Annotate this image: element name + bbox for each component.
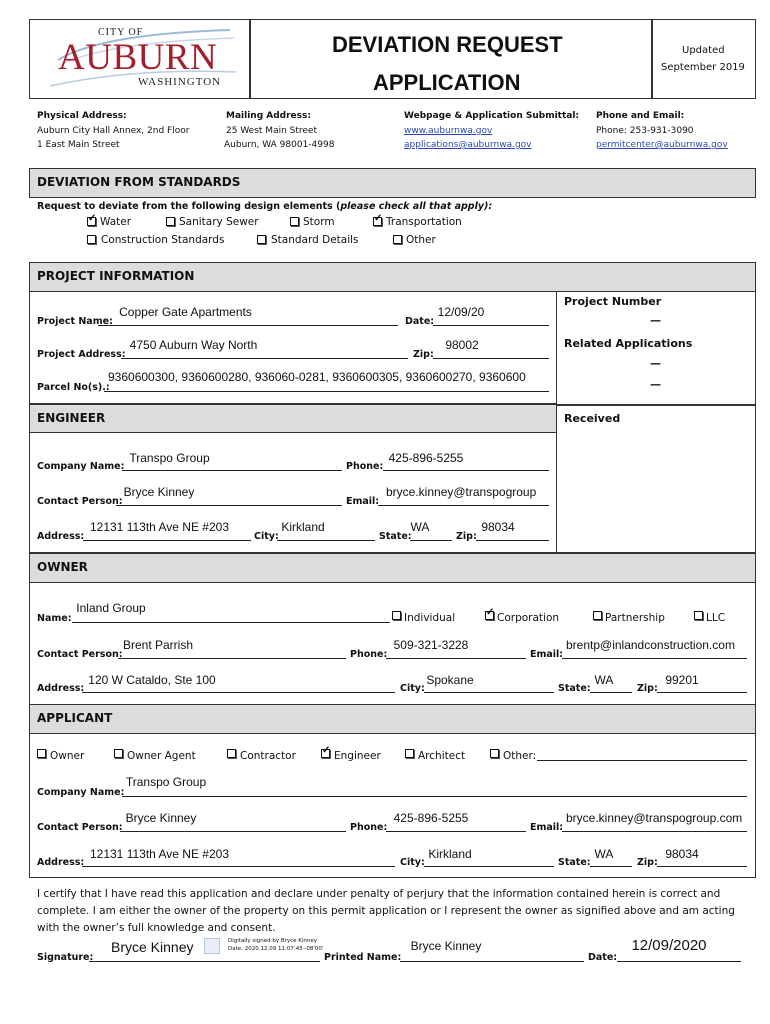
owner-heading: OWNER	[37, 560, 88, 574]
zip-label: Zip:	[413, 349, 434, 360]
transportation-option: Transportation	[386, 216, 462, 228]
applicant-contact-label: Contact Person:	[37, 822, 123, 833]
engineer-email-line	[378, 505, 549, 506]
signature-date-value[interactable]: 12/09/2020	[631, 937, 707, 954]
owner-phone-value[interactable]: 509-321-3228	[393, 638, 469, 652]
updated-label: Updated	[682, 45, 725, 56]
digital-line-1: Digitally signed by Bryce Kinney	[228, 938, 318, 944]
owner-email-line	[562, 658, 747, 659]
engineer-zip-line	[476, 540, 549, 541]
engineer-state-line	[410, 540, 452, 541]
engineer-type-option: Engineer	[334, 750, 381, 762]
applicant-heading: APPLICANT	[37, 711, 113, 725]
owner-agent-checkbox[interactable]	[114, 749, 123, 758]
project-heading: PROJECT INFORMATION	[37, 269, 195, 283]
deviation-heading: DEVIATION FROM STANDARDS	[37, 175, 241, 189]
applicant-city-value[interactable]: Kirkland	[428, 847, 472, 861]
parcel-line	[104, 391, 549, 392]
mailing-line1: 25 West Main Street	[226, 126, 317, 136]
applicant-address-value[interactable]: 12131 113th Ave NE #203	[89, 847, 229, 861]
engineer-company-value[interactable]: Transpo Group	[129, 451, 210, 465]
project-heading-bar	[29, 262, 756, 292]
owner-type-option: Owner	[50, 750, 85, 762]
engineer-email-label: Email:	[346, 496, 380, 507]
project-name-value[interactable]: Copper Gate Apartments	[119, 305, 252, 319]
partnership-checkbox[interactable]	[593, 611, 602, 620]
storm-option: Storm	[303, 216, 335, 228]
phone-email-label: Phone and Email:	[596, 111, 685, 121]
engineer-city-label: City:	[254, 531, 279, 542]
digital-line-2: Date: 2020.12.09 11:07:45 -08'00'	[228, 946, 324, 952]
received-label: Received	[564, 412, 621, 425]
applicant-company-label: Company Name:	[37, 787, 125, 798]
updated-date: September 2019	[661, 62, 745, 73]
owner-address-line	[82, 692, 395, 693]
side-divider	[556, 404, 756, 406]
owner-name-label: Name:	[37, 613, 72, 624]
standard-details-option: Standard Details	[271, 234, 359, 246]
owner-city-label: City:	[400, 683, 425, 694]
date-label: Date:	[405, 316, 435, 327]
digital-signature-icon	[204, 938, 220, 954]
individual-option: Individual	[404, 612, 456, 624]
header-divider	[249, 19, 251, 99]
owner-contact-label: Contact Person:	[37, 649, 123, 660]
engineer-city-value[interactable]: Kirkland	[281, 520, 325, 534]
signature-line	[89, 961, 320, 962]
logo-auburn: AUBURN	[58, 37, 218, 78]
engineer-phone-label: Phone:	[346, 461, 384, 472]
owner-contact-value[interactable]: Brent Parrish	[122, 638, 194, 652]
owner-agent-option: Owner Agent	[127, 750, 196, 762]
logo-city-of: CITY OF	[98, 27, 144, 38]
corporation-checkbox[interactable]	[485, 611, 494, 620]
project-address-value[interactable]: 4750 Auburn Way North	[129, 338, 258, 352]
applicant-email-line	[562, 831, 747, 832]
parcel-value[interactable]: 9360600300, 9360600280, 936060-0281, 9360600305, 9360600270, 9360600	[108, 370, 526, 384]
contractor-option: Contractor	[240, 750, 296, 762]
signature-value[interactable]: Bryce Kinney	[111, 939, 194, 955]
signature-label: Signature:	[37, 952, 94, 963]
engineer-zip-value[interactable]: 98034	[481, 520, 515, 534]
engineer-contact-line	[116, 505, 342, 506]
owner-address-value[interactable]: 120 W Cataldo, Ste 100	[88, 673, 216, 687]
other-type-line	[537, 760, 747, 761]
owner-email-label: Email:	[530, 649, 564, 660]
printed-name-line	[400, 961, 584, 962]
applicant-phone-value[interactable]: 425-896-5255	[393, 811, 469, 825]
applicant-company-value[interactable]: Transpo Group	[125, 775, 207, 789]
water-checkbox[interactable]	[87, 217, 96, 226]
project-name-label: Project Name:	[37, 316, 113, 327]
project-address-label: Project Address:	[37, 349, 126, 360]
engineer-city-line	[277, 540, 375, 541]
llc-option: LLC	[706, 612, 726, 624]
applicant-state-value[interactable]: WA	[594, 847, 614, 861]
applicant-contact-value[interactable]: Bryce Kinney	[125, 811, 197, 825]
sanitary-sewer-option: Sanitary Sewer	[179, 216, 259, 228]
physical-label: Physical Address:	[37, 111, 127, 121]
applicant-zip-line	[657, 866, 747, 867]
other-checkbox[interactable]	[393, 235, 402, 244]
applications-email-link[interactable]: applications@auburnwa.gov	[404, 140, 532, 150]
engineer-company-label: Company Name:	[37, 461, 125, 472]
zip-line	[433, 358, 549, 359]
deviation-heading-bar	[29, 168, 756, 198]
physical-line1: Auburn City Hall Annex, 2nd Floor	[37, 126, 190, 136]
owner-city-line	[424, 692, 554, 693]
engineer-zip-label: Zip:	[456, 531, 477, 542]
engineer-email-value[interactable]: bryce.kinney@transpogroup	[386, 485, 537, 499]
related-dash-2: —	[650, 378, 661, 391]
project-number-label: Project Number	[564, 295, 662, 308]
partnership-option: Partnership	[605, 612, 665, 624]
owner-type-checkbox[interactable]	[37, 749, 46, 758]
owner-contact-line	[118, 658, 346, 659]
owner-email-value[interactable]: brentp@inlandconstruction.com	[566, 638, 735, 652]
individual-checkbox[interactable]	[392, 611, 401, 620]
applicant-zip-value[interactable]: 98034	[665, 847, 699, 861]
printed-name-label: Printed Name:	[324, 952, 402, 963]
mailing-line2: Auburn, WA 98001-4998	[224, 140, 335, 150]
owner-name-value[interactable]: Inland Group	[76, 601, 146, 615]
deviation-prompt: Request to deviate from the following design elements (please check all that apply):	[37, 201, 493, 212]
owner-state-label: State:	[558, 683, 591, 694]
owner-zip-line	[657, 692, 747, 693]
applicant-company-line	[122, 796, 747, 797]
other-type-option: Other:	[503, 750, 537, 762]
engineer-heading: ENGINEER	[37, 411, 106, 425]
applicant-city-line	[424, 866, 554, 867]
applicant-state-line	[590, 866, 632, 867]
engineer-heading-bar	[29, 404, 557, 433]
signature-date-label: Date:	[588, 952, 618, 963]
project-name-line	[98, 325, 398, 326]
related-dash-1: —	[650, 357, 661, 370]
construction-standards-checkbox[interactable]	[87, 235, 96, 244]
engineer-state-label: State:	[379, 531, 412, 542]
city-logo	[40, 24, 240, 94]
water-option: Water	[100, 216, 132, 228]
engineer-contact-value[interactable]: Bryce Kinney	[123, 485, 195, 499]
phone-value: Phone: 253-931-3090	[596, 126, 694, 136]
engineer-type-checkbox[interactable]	[321, 749, 330, 758]
standard-details-checkbox[interactable]	[257, 235, 266, 244]
date-line	[433, 325, 549, 326]
parcel-label: Parcel No(s).:	[37, 382, 110, 393]
owner-zip-label: Zip:	[637, 683, 658, 694]
owner-zip-value[interactable]: 99201	[665, 673, 699, 687]
zip-value[interactable]: 98002	[445, 338, 479, 352]
header-divider-right	[651, 19, 653, 99]
owner-heading-bar	[29, 553, 756, 583]
title-line2: APPLICATION	[373, 70, 521, 95]
date-value[interactable]: 12/09/20	[437, 305, 485, 319]
permitcenter-email-link[interactable]: permitcenter@auburnwa.gov	[596, 140, 728, 150]
construction-standards-option: Construction Standards	[101, 234, 225, 246]
owner-state-line	[590, 692, 632, 693]
printed-name-value[interactable]: Bryce Kinney	[410, 939, 482, 953]
other-option: Other	[406, 234, 436, 246]
engineer-state-value[interactable]: WA	[410, 520, 430, 534]
owner-state-value[interactable]: WA	[594, 673, 614, 687]
applicant-phone-label: Phone:	[350, 822, 388, 833]
engineer-address-label: Address:	[37, 531, 85, 542]
certify-text: I certify that I have read this application and declare under penalty of perjury that the information contained herein is correct and complete. I am either the owner of the property on this permit application or I represent the owner as signified above and am acting with the owner’s full knowledge and consent.	[37, 888, 735, 934]
physical-line2: 1 East Main Street	[37, 140, 120, 150]
corporation-option: Corporation	[497, 612, 560, 624]
applicant-email-value[interactable]: bryce.kinney@transpogroup.com	[566, 811, 743, 825]
applicant-heading-bar	[29, 704, 756, 734]
applicant-address-label: Address:	[37, 857, 85, 868]
project-number-dash: —	[650, 314, 661, 327]
engineer-phone-value[interactable]: 425-896-5255	[388, 451, 464, 465]
applicant-city-label: City:	[400, 857, 425, 868]
storm-checkbox[interactable]	[290, 217, 299, 226]
applicant-email-label: Email:	[530, 822, 564, 833]
signature-date-line	[617, 961, 741, 962]
related-applications-label: Related Applications	[564, 337, 693, 350]
owner-address-label: Address:	[37, 683, 85, 694]
applicant-contact-line	[120, 831, 346, 832]
engineer-phone-line	[383, 470, 549, 471]
llc-checkbox[interactable]	[694, 611, 703, 620]
applicant-state-label: State:	[558, 857, 591, 868]
owner-city-value[interactable]: Spokane	[426, 673, 474, 687]
logo-washington: WASHINGTON	[138, 76, 222, 88]
owner-phone-line	[386, 658, 526, 659]
owner-phone-label: Phone:	[350, 649, 388, 660]
transportation-checkbox[interactable]	[373, 217, 382, 226]
web-label: Webpage & Application Submittal:	[404, 111, 580, 121]
engineer-contact-label: Contact Person:	[37, 496, 123, 507]
architect-option: Architect	[418, 750, 466, 762]
engineer-address-line	[83, 540, 251, 541]
title-line1: DEVIATION REQUEST	[332, 32, 563, 57]
applicant-phone-line	[386, 831, 526, 832]
project-address-line	[121, 358, 408, 359]
engineer-company-line	[122, 470, 342, 471]
architect-checkbox[interactable]	[405, 749, 414, 758]
owner-name-line	[72, 622, 390, 623]
engineer-address-value[interactable]: 12131 113th Ave NE #203	[89, 520, 229, 534]
sanitary-sewer-checkbox[interactable]	[166, 217, 175, 226]
mailing-label: Mailing Address:	[226, 111, 311, 121]
applicant-address-line	[82, 866, 395, 867]
applicant-zip-label: Zip:	[637, 857, 658, 868]
contractor-checkbox[interactable]	[227, 749, 236, 758]
web-url-link[interactable]: www.auburnwa.gov	[404, 126, 493, 136]
other-type-checkbox[interactable]	[490, 749, 499, 758]
